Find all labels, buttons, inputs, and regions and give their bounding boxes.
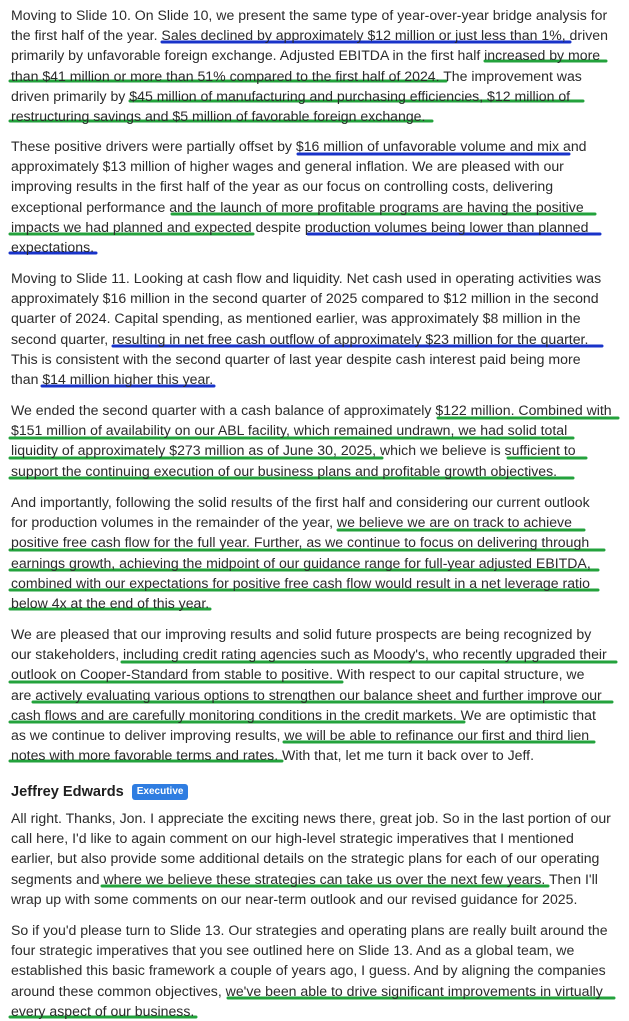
transcript-paragraph: We are pleased that our improving results and solid future prospects are being recognized by our stakeholders, including credit rating agencies such as Moody's, who recently upgraded their outlook on Cooper-Standard from stable to positive. With respect to our capital structure, we are actively evaluating various options to strengthen our balance sheet and further improve our cash flows and are carefully monitoring conditions in the credit markets. We are optimistic that as we continue to deliver improving results, we will be able to refinance our first and third lien notes with more favorable terms and rates. With that, let me turn it back over to Jeff. <box>11 626 607 764</box>
transcript-paragraph: And importantly, following the solid results of the first half and considering our current outlook for production volumes in the remainder of the year, we believe we are on track to achieve positive free cash flow for the full year. Further, as we continue to focus on delivering through earnings growth, achieving the midpoint of our guidance range for full-year adjusted EBITDA, combined with our expectations for positive free cash flow would result in a net leverage ratio below 4x at the end of this year. <box>11 494 591 612</box>
speaker-role-badge: Executive <box>132 784 189 800</box>
transcript-paragraph: These positive drivers were partially offset by $16 million of unfavorable volume and mix and approximately $13 million of higher wages and general inflation. We are pleased with our improving results in the first half of the year as our focus on controlling costs, delivering exceptional performance and the launch of more profitable programs are having the positive impacts we had planned and expected despite production volumes being lower than planned expectations. <box>11 138 589 256</box>
transcript-paragraph: So if you'd please turn to Slide 13. Our strategies and operating plans are really built around the four strategic imperatives that you see outlined here on Slide 13. And as a global team, we established this basic framework a couple of years ago, I guess. And by aligning the companies around these common objectives, we've been able to drive significant improvements in virtually every aspect of our business. <box>11 922 608 1019</box>
transcript-paragraph: Moving to Slide 11. Looking at cash flow and liquidity. Net cash used in operating activities was approximately $16 million in the second quarter of 2025 compared to $12 million in the second quarter of 2024. Capital spending, as mentioned earlier, was approximately $8 million in the second quarter, resulting in net free cash outflow of approximately $23 million for the quarter. This is consistent with the second quarter of last year despite cash interest paid being more than $14 million higher this year. <box>11 270 602 388</box>
speaker-name: Jeffrey Edwards <box>11 784 124 800</box>
transcript-paragraph: We ended the second quarter with a cash balance of approximately $122 million. Combined with $151 million of availability on our ABL facility, which remained undrawn, we had solid total liquidity of approximately $273 million as of June 30, 2025, which we believe is sufficient to support the continuing execution of our business plans and profitable growth objectives. <box>11 402 612 479</box>
transcript-paragraph: Moving to Slide 10. On Slide 10, we present the same type of year-over-year bridge analysis for the first half of the year. Sales declined by approximately $12 million or just less than 1%, driven primarily by unfavorable foreign exchange. Adjusted EBITDA in the first half increased by more than $41 million or more than 51% compared to the first half of 2024. The improvement was driven primarily by $45 million of manufacturing and purchasing efficiencies, $12 million of restructuring savings and $5 million of favorable foreign exchange. <box>11 7 608 125</box>
speaker-header <box>11 782 188 802</box>
transcript-paragraph: All right. Thanks, Jon. I appreciate the exciting news there, great job. So in the last portion of our call here, I'd like to again comment on our high-level strategic imperatives that I mentioned earlier, but also provide some additional details on the strategic plans for each of our operating segments and where we believe these strategies can take us over the next few years. Then I'll wrap up with some comments on our near-term outlook and our revised guidance for 2025. <box>11 810 611 907</box>
